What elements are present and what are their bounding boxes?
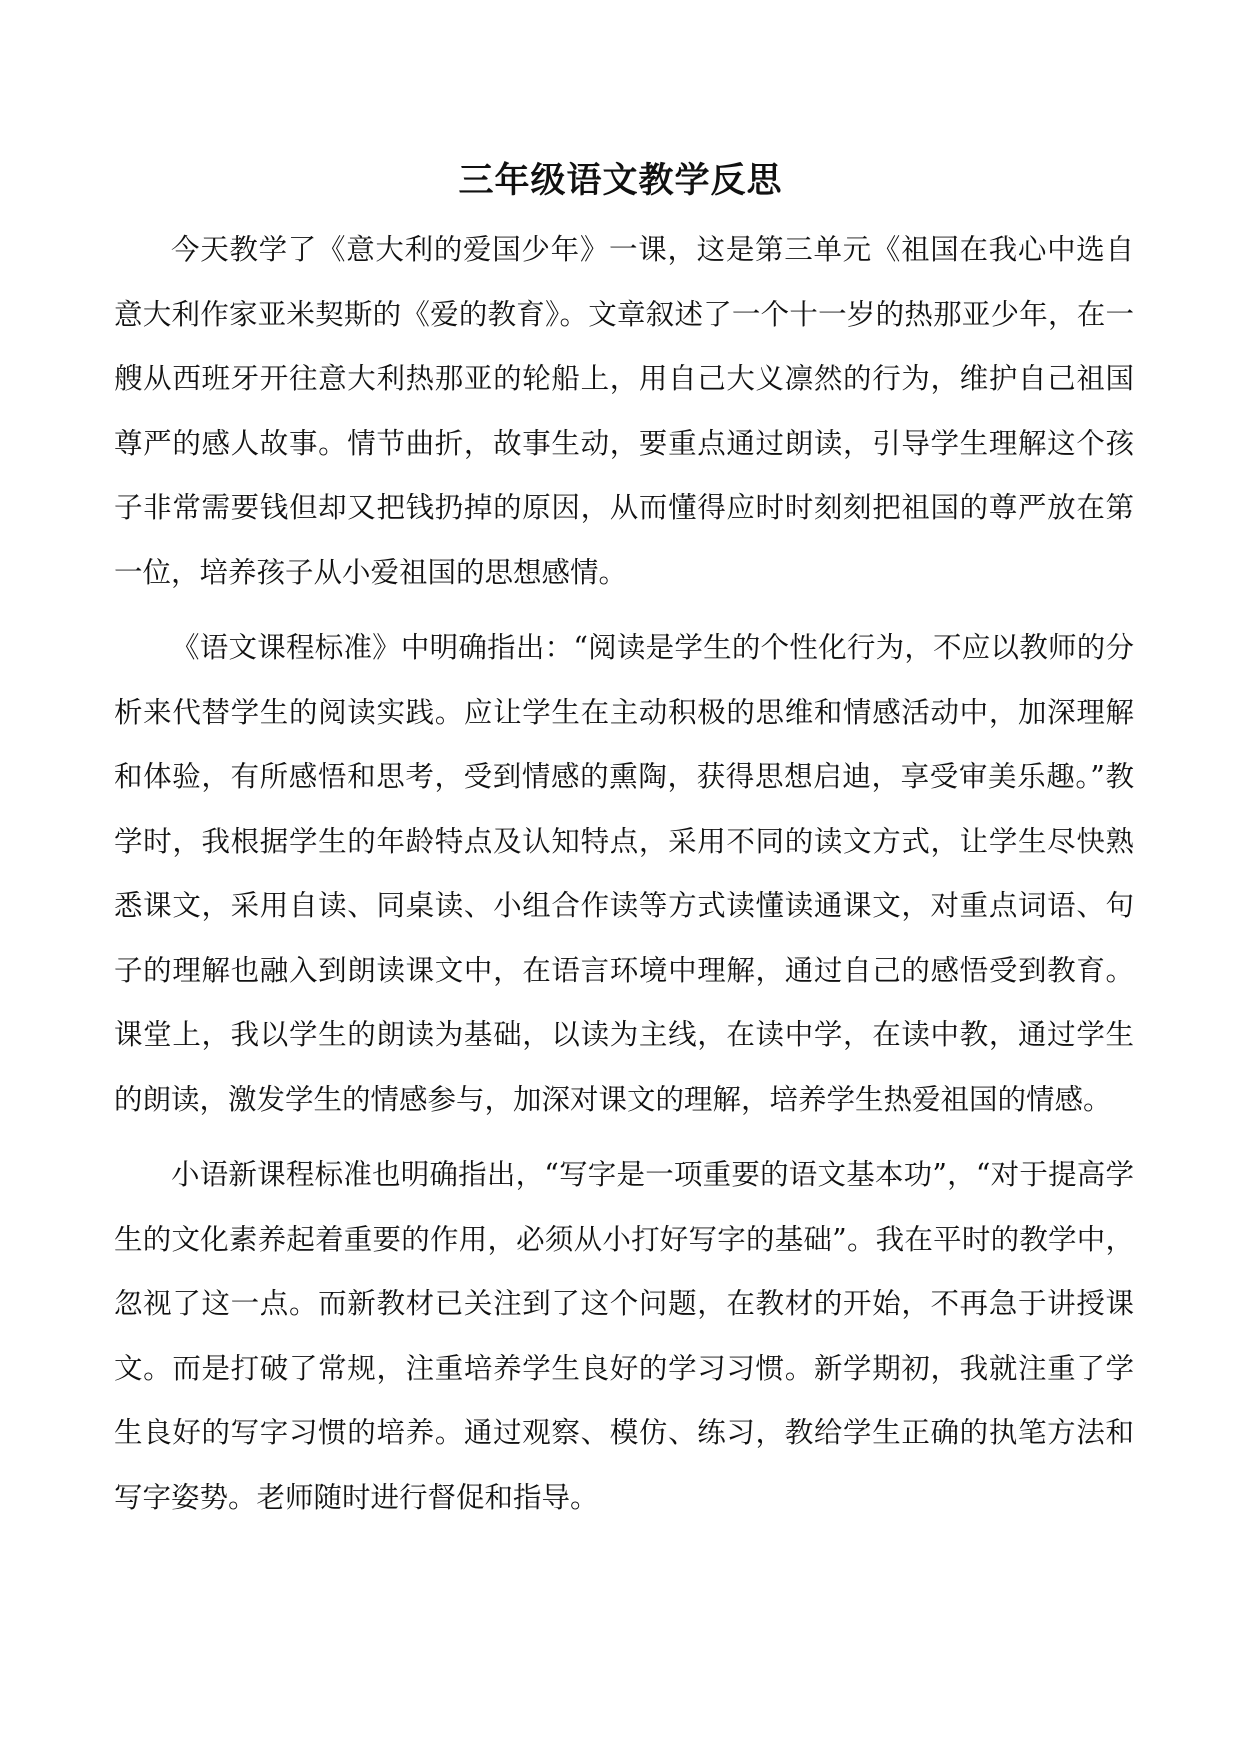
- document-body: [114, 218, 1134, 1530]
- paragraph-1: 今天教学了《意大利的爱国少年》一课，这是第三单元《祖国在我心中选自意大利作家亚米契斯的《爱的教育》。文章叙述了一个十一岁的热那亚少年，在一艘从西班牙开往意大利热那亚的轮船上，用自己大义凛然的行为，维护自己祖国尊严的感人故事。情节曲折，故事生动，要重点通过朗读，引导学生理解这个孩子非常需要钱但却又把钱扔掉的原因，从而懂得应时时刻刻把祖国的尊严放在第一位，培养孩子从小爱祖国的思想感情。: [114, 233, 1134, 589]
- paragraph-3: 小语新课程标准也明确指出，“写字是一项重要的语文基本功”，“对于提高学生的文化素养起着重要的作用，必须从小打好写字的基础”。我在平时的教学中，忽视了这一点。而新教材已关注到了这个问题，在教材的开始，不再急于讲授课文。而是打破了常规，注重培养学生良好的学习习惯。新学期初，我就注重了学生良好的写字习惯的培养。通过观察、模仿、练习，教给学生正确的执笔方法和写字姿势。老师随时进行督促和指导。: [114, 1158, 1134, 1514]
- document-title: 三年级语文教学反思: [458, 160, 783, 201]
- paragraph-2: 《语文课程标准》中明确指出：“阅读是学生的个性化行为，不应以教师的分析来代替学生的阅读实践。应让学生在主动积极的思维和情感活动中，加深理解和体验，有所感悟和思考，受到情感的熏陶，获得思想启迪，享受审美乐趣。”教学时，我根据学生的年龄特点及认知特点，采用不同的读文方式，让学生尽快熟悉课文，采用自读、同桌读、小组合作读等方式读懂读通课文，对重点词语、句子的理解也融入到朗读课文中，在语言环境中理解，通过自己的感悟受到教育。课堂上，我以学生的朗读为基础，以读为主线，在读中学，在读中教，通过学生的朗读，激发学生的情感参与，加深对课文的理解，培养学生热爱祖国的情感。: [114, 631, 1134, 1116]
